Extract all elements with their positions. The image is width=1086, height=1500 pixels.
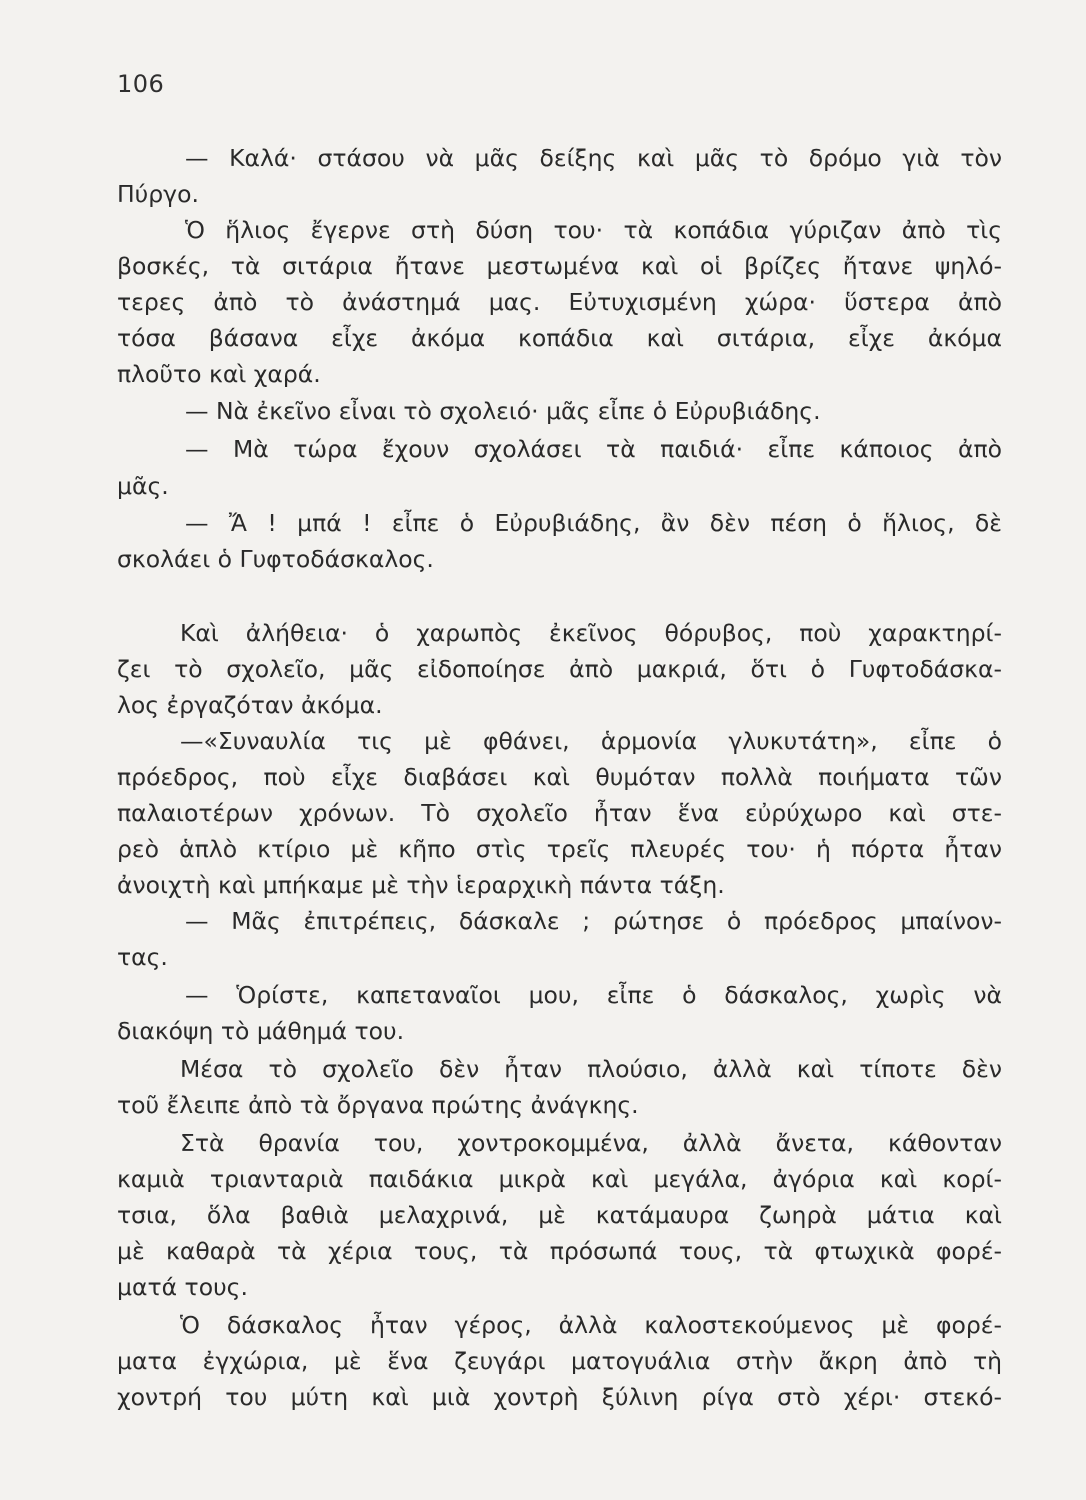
text-line: μᾶς.: [117, 472, 169, 500]
text-line: — Μὰ τώρα ἔχουν σχολάσει τὰ παιδιά· εἶπε κάποιος ἀπὸ: [185, 435, 1002, 463]
text-line: — Μᾶς ἐπιτρέπεις, δάσκαλε ; ρώτησε ὁ πρόεδρος μπαίνον-: [185, 907, 1002, 935]
text-line: Ὁ ἥλιος ἔγερνε στὴ δύση του· τὰ κοπάδια γύριζαν ἀπὸ τὶς: [185, 216, 1002, 244]
text-line: καμιὰ τριανταριὰ παιδάκια μικρὰ καὶ μεγάλα, ἀγόρια καὶ κορί-: [117, 1165, 1002, 1193]
text-line: πλοῦτο καὶ χαρά.: [117, 360, 321, 388]
text-line: παλαιοτέρων χρόνων. Τὸ σχολεῖο ἦταν ἕνα εὐρύχωρο καὶ στε-: [117, 799, 1002, 827]
text-line: ρεὸ ἁπλὸ κτίριο μὲ κῆπο στὶς τρεῖς πλευρές του· ἡ πόρτα ἦταν: [117, 835, 1002, 863]
text-line: πρόεδρος, ποὺ εἶχε διαβάσει καὶ θυμόταν πολλὰ ποιήματα τῶν: [117, 763, 1002, 791]
text-line: — Ἄ ! μπά ! εἶπε ὁ Εὐρυβιάδης, ἂν δὲν πέση ὁ ἥλιος, δὲ: [185, 509, 1002, 537]
text-line: τας.: [117, 943, 168, 971]
text-line: Μέσα τὸ σχολεῖο δὲν ἦταν πλούσιο, ἀλλὰ καὶ τίποτε δὲν: [180, 1055, 1002, 1083]
text-line: βοσκές, τὰ σιτάρια ἤτανε μεστωμένα καὶ οἱ βρίζες ἤτανε ψηλό-: [117, 252, 1002, 280]
text-line: ματα ἐγχώρια, μὲ ἕνα ζευγάρι ματογυάλια στὴν ἄκρη ἀπὸ τὴ: [117, 1347, 1002, 1375]
text-line: τσια, ὅλα βαθιὰ μελαχρινά, μὲ κατάμαυρα ζωηρὰ μάτια καὶ: [117, 1201, 1002, 1229]
text-line: ματά τους.: [117, 1273, 248, 1301]
text-line: —«Συναυλία τις μὲ φθάνει, ἁρμονία γλυκυτάτη», εἶπε ὁ: [180, 727, 1002, 755]
text-line: χοντρή του μύτη καὶ μιὰ χοντρὴ ξύλινη ρίγα στὸ χέρι· στεκό-: [117, 1383, 1002, 1411]
text-line: τοῦ ἔλειπε ἀπὸ τὰ ὄργανα πρώτης ἀνάγκης.: [117, 1091, 639, 1119]
text-line: μὲ καθαρὰ τὰ χέρια τους, τὰ πρόσωπά τους, τὰ φτωχικὰ φορέ-: [117, 1237, 1002, 1265]
text-line: ζει τὸ σχολεῖο, μᾶς εἰδοποίησε ἀπὸ μακριά, ὅτι ὁ Γυφτοδάσκα-: [117, 655, 1002, 683]
text-line: τερες ἀπὸ τὸ ἀνάστημά μας. Εὐτυχισμένη χώρα· ὕστερα ἀπὸ: [117, 288, 1002, 316]
text-line: — Νὰ ἐκεῖνο εἶναι τὸ σχολειό· μᾶς εἶπε ὁ Εὐρυβιάδης.: [185, 397, 821, 425]
text-line: — Ὁρίστε, καπεταναῖοι μου, εἶπε ὁ δάσκαλος, χωρὶς νὰ: [185, 981, 1002, 1009]
text-line: Στὰ θρανία του, χοντροκομμένα, ἀλλὰ ἄνετα, κάθονταν: [180, 1129, 1002, 1157]
text-line: λος ἐργαζόταν ἀκόμα.: [117, 691, 383, 719]
text-line: Πύργο.: [117, 180, 199, 208]
page-number: 106: [117, 70, 165, 98]
text-line: Καὶ ἀλήθεια· ὁ χαρωπὸς ἐκεῖνος θόρυβος, ποὺ χαρακτηρί-: [180, 619, 1002, 647]
text-line: σκολάει ὁ Γυφτοδάσκαλος.: [117, 545, 434, 573]
text-line: τόσα βάσανα εἶχε ἀκόμα κοπάδια καὶ σιτάρια, εἶχε ἀκόμα: [117, 324, 1002, 352]
text-line: διακόψη τὸ μάθημά του.: [117, 1017, 405, 1045]
text-line: Ὁ δάσκαλος ἦταν γέρος, ἀλλὰ καλοστεκούμενος μὲ φορέ-: [180, 1311, 1002, 1339]
text-line: — Καλά· στάσου νὰ μᾶς δείξης καὶ μᾶς τὸ δρόμο γιὰ τὸν: [185, 144, 1002, 172]
text-line: ἀνοιχτὴ καὶ μπήκαμε μὲ τὴν ἱεραρχικὴ πάντα τάξη.: [117, 871, 725, 899]
